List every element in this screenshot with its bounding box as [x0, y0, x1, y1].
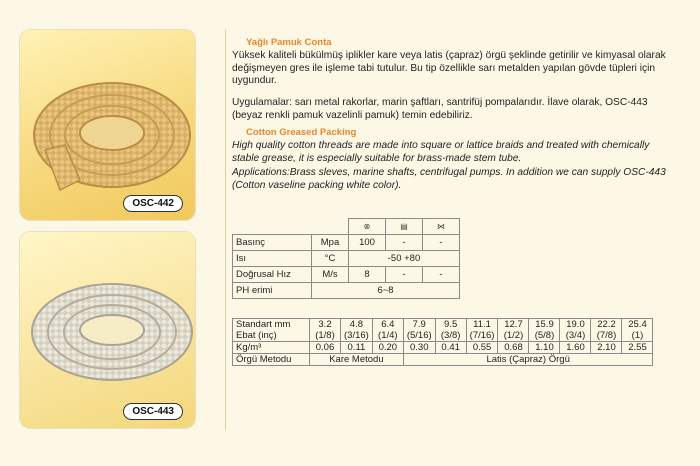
heading-en: Cotton Greased Packing	[246, 127, 357, 138]
table-row: Doğrusal Hız M/s 8 - -	[233, 267, 460, 283]
ebat-label: Ebat (inç)	[236, 330, 277, 341]
paragraph-tr-applications: Uygulamalar: sarı metal rakorlar, marin şaftları, santrifüj pompalarıdır. İlave olarak, OSC-443 (beyaz renkli pamuk vazelinli pamuk) temin edebiliriz.	[232, 97, 648, 121]
kg-label: Kg/m³	[233, 342, 310, 354]
product-photo-osc-443	[20, 232, 195, 428]
packing-coil-yellow-image	[20, 30, 195, 220]
table-row: PH erimi 6~8	[233, 283, 460, 299]
spec-table	[232, 218, 460, 299]
product-photo-osc-442	[20, 30, 195, 220]
size-table	[232, 318, 653, 366]
valve-icon: ⋈	[423, 219, 460, 235]
product-code-label: OSC-443	[123, 403, 183, 420]
table-row: Basınç Mpa 100 - -	[233, 235, 460, 251]
paragraph-tr-description: Yüksek kaliteli bükülmüş iplikler kare veya latis (çapraz) örgü şeklinde getirilir ve kimyasal olarak değişmeyen gres ile işleme tabi tutulur. Bu tip özellikle sarı metalden yapılan gövde tüpleri için uygundur.	[232, 50, 666, 87]
orgu-label: Örgü Metodu	[233, 354, 310, 366]
paragraph-en-applications: Applications:Brass sleves, marine shafts, centrifugal pumps. In addition we can supply OSC-443 (Cotton vaseline packing white color).	[232, 167, 666, 191]
column-divider	[225, 30, 226, 430]
standart-label: Standart mm	[236, 319, 291, 330]
table-row: Standart mm Ebat (inç) 3.2 (1/8) 4.8 (3/16) 6.4 (1/4) 7.9 (5/16) 9.5 (3/8) 11.1 (7/16) 12.7 (1/2) 15.9 (5/8) 19.0 (3/4) 22.2 (7/8) 25.4 (1)	[233, 319, 653, 342]
lattice-method: Latis (Çapraz) Örgü	[403, 354, 653, 366]
heading-tr: Yağlı Pamuk Conta	[246, 37, 332, 48]
packing-coil-white-image	[20, 232, 195, 428]
table-row: Kg/m³ 0.06 0.11 0.20 0.30 0.41 0.55 0.68 1.10 1.60 2.10 2.55	[233, 342, 653, 354]
spec-table-header-row	[233, 219, 460, 235]
table-row	[233, 354, 653, 366]
product-code-label: OSC-442	[123, 195, 183, 212]
reciprocating-icon: ▤	[386, 219, 423, 235]
paragraph-en-description: High quality cotton threads are made into square or lattice braids and treated with chemically stable grease, it is especially suitable for brass-made stem tube.	[232, 140, 650, 164]
square-method: Kare Metodu	[310, 354, 404, 366]
table-row: Isı °C -50 +80	[233, 251, 460, 267]
rotary-icon: ⊗	[349, 219, 386, 235]
